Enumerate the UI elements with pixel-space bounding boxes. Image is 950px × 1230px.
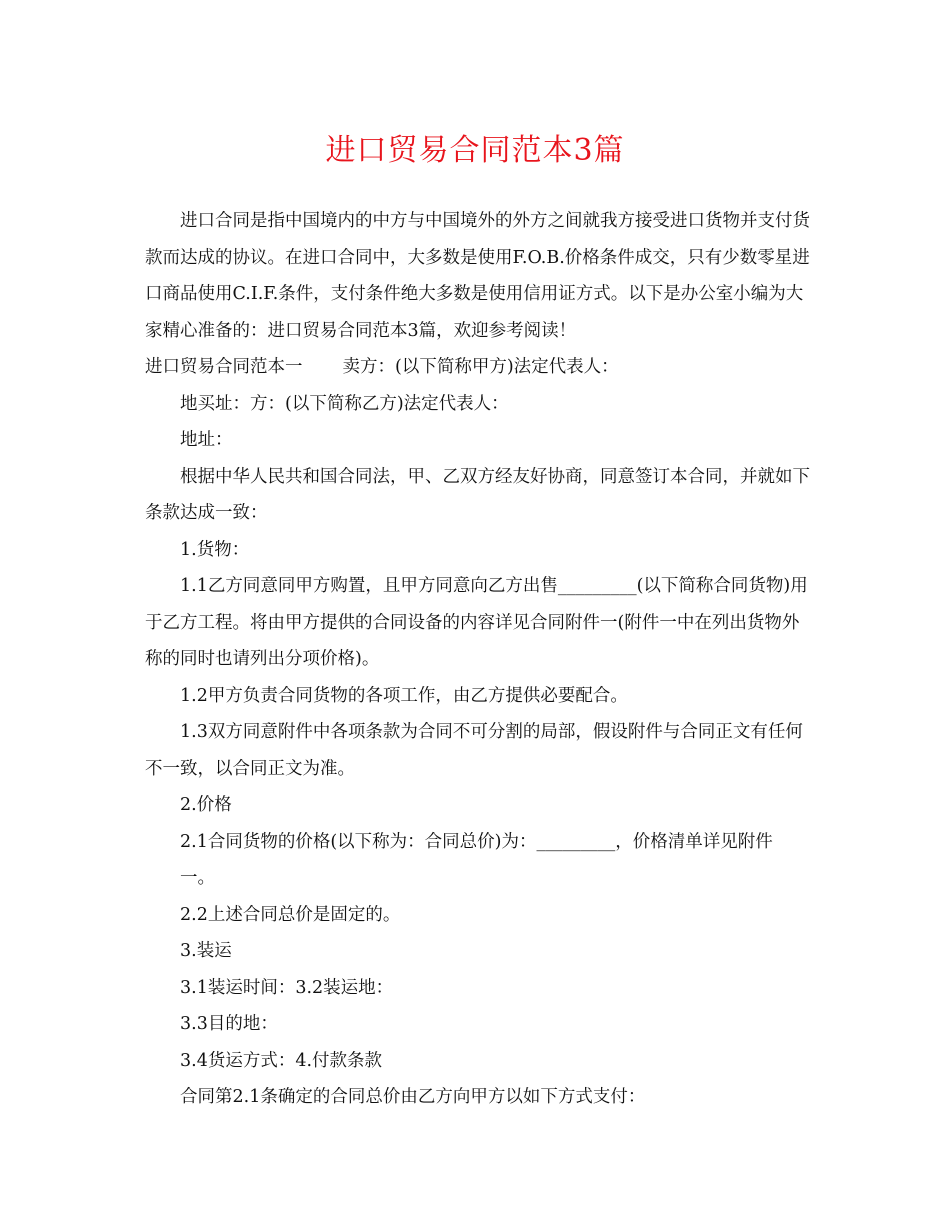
document-body <box>145 203 810 1116</box>
payment-paragraph: 合同第2.1条确定的合同总价由乙方向甲方以如下方式支付： <box>180 1087 646 1107</box>
section-heading: 进口贸易合同范本一 <box>145 357 303 377</box>
clause-1-2: 1.2甲方负责合同货物的各项工作，由乙方提供必要配合。 <box>180 685 628 706</box>
clause-3-4: 3.4货运方式：4.付款条款 <box>180 1050 383 1071</box>
section-heading-row <box>145 349 810 386</box>
clause-2-1: 2.1合同货物的价格(以下称为：合同总价)为：_________，价格清单详见附件一。 <box>180 831 773 888</box>
buyer-line: 地买址：方：(以下简称乙方)法定代表人： <box>180 393 509 414</box>
clause-2: 2.价格 <box>180 795 232 815</box>
address-line: 地址： <box>180 430 233 450</box>
seller-line: 卖方：(以下简称甲方)法定代表人： <box>342 357 619 377</box>
clause-1-3: 1.3双方同意附件中各项条款为合同不可分割的局部，假设附件与合同正文有任何不一致，以合同正文为准。 <box>145 722 803 779</box>
clause-3: 3.装运 <box>180 941 232 961</box>
clause-1: 1.货物： <box>180 539 250 560</box>
clause-1-1: 1.1乙方同意同甲方购置，且甲方同意向乙方出售_________(以下简称合同货物)用于乙方工程。将由甲方提供的合同设备的内容详见合同附件一(附件一中在列出货物外称的同时也请列出分项价格)。 <box>145 576 808 669</box>
clause-2-2: 2.2上述合同总价是固定的。 <box>180 904 401 925</box>
clause-3-3: 3.3目的地： <box>180 1014 278 1034</box>
intro-paragraph: 进口合同是指中国境内的中方与中国境外的外方之间就我方接受进口货物并支付货款而达成的协议。在进口合同中，大多数是使用F.O.B.价格条件成交，只有少数零星进口商品使用C.I.F.条件，支付条件绝大多数是使用信用证方式。以下是办公室小编为大家精心准备的：进口贸易合同范本3篇，欢迎参考阅读！ <box>145 211 810 341</box>
document-title: 进口贸易合同范本3篇 <box>325 133 625 168</box>
preamble-paragraph: 根据中华人民共和国合同法，甲、乙双方经友好协商，同意签订本合同，并就如下条款达成一致： <box>145 466 810 523</box>
clause-3-1: 3.1装运时间：3.2装运地： <box>180 977 394 998</box>
